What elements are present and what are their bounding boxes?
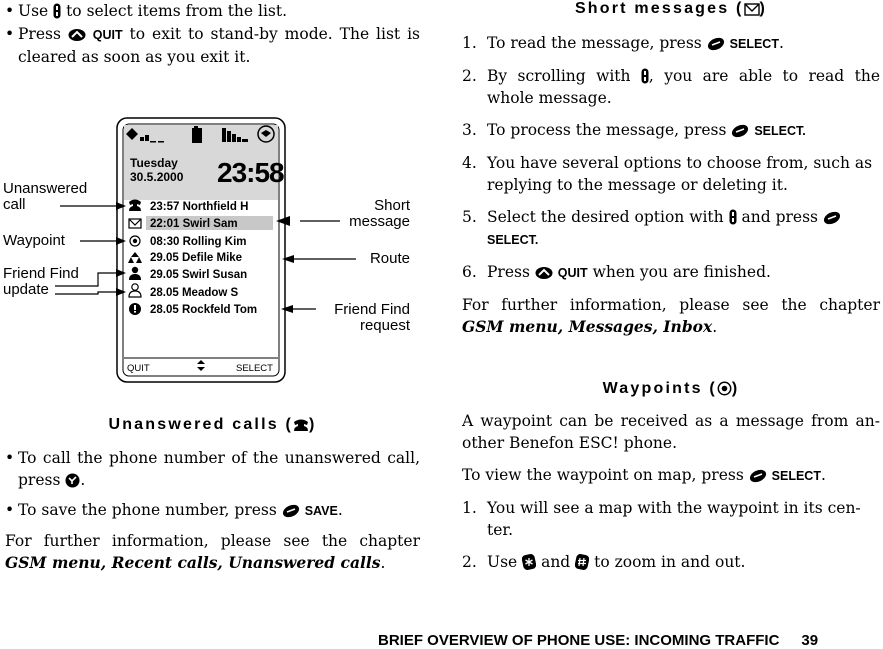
waypoint-step-2: 2. Use and to zoom in and out. <box>462 553 746 571</box>
callout-unanswered-call: Unanswered call <box>3 180 88 213</box>
waypoints-body <box>462 410 880 573</box>
softkey-quit: QUIT <box>127 363 150 374</box>
callout-friend-find-update: Friend Find update <box>3 265 79 298</box>
list-item: 29.05 Defile Mike <box>150 252 243 264</box>
section-title-short-messages: Short messages ( ) <box>574 0 768 17</box>
bullet-scroll: • Use to select items from the list. <box>5 2 288 20</box>
left-column <box>5 0 420 68</box>
short-messages-reference: For further information, please see the chapter GSM menu, Messages, Inbox. <box>462 296 880 336</box>
waypoint-view: To view the waypoint on map, press SELECT. <box>462 466 826 484</box>
list-item: 08:30 Rolling Kim <box>150 236 247 248</box>
waypoint-step-1: 1. You will see a map with the waypoint in its cen-ter. <box>462 499 861 539</box>
callout-waypoint: Waypoint <box>3 232 65 249</box>
end-key-icon <box>68 28 86 42</box>
softkey-right-icon <box>282 504 300 518</box>
scroll-key-icon <box>641 68 649 84</box>
envelope-icon <box>744 3 760 16</box>
callout-friend-find-request: Friend Find request <box>334 301 410 334</box>
step-3: 3. To process the message, press SELECT. <box>462 121 806 139</box>
step-1: 1. To read the message, press SELECT. <box>462 34 784 52</box>
bullet-call: • To call the phone number of the unanswered call, press . <box>5 449 420 489</box>
list-item: 23:57 Northfield H <box>150 201 249 213</box>
send-key-icon <box>65 473 80 488</box>
waypoint-intro: A waypoint can be received as a message from an-other Benefon ESC! phone. <box>462 412 880 452</box>
callout-short-message: Short message <box>349 197 410 230</box>
softkey-right-icon <box>823 211 841 225</box>
step-5: 5. Select the desired option with and press SELECT. <box>462 206 880 251</box>
section-title-unanswered-calls: Unanswered calls ( ) <box>108 416 317 433</box>
list-item: 22:01 Swirl Sam <box>150 218 238 230</box>
section-title-waypoints: Waypoints ( ) <box>602 380 740 397</box>
softkey-right-icon <box>731 124 749 138</box>
waypoint-icon <box>717 381 732 396</box>
list-item: 29.05 Swirl Susan <box>150 269 248 281</box>
step-4: 4. You have several options to choose from, such as replying to the message or deleting it. <box>462 154 873 194</box>
page-footer <box>378 632 818 649</box>
scroll-key-icon <box>53 3 61 19</box>
person-icon <box>132 267 138 273</box>
scroll-key-icon <box>729 209 737 225</box>
phone-icon <box>293 418 309 432</box>
end-key-icon <box>535 266 553 280</box>
hash-key-icon <box>575 554 589 570</box>
bullet-quit: • Press QUIT to exit to stand-by mode. The list is cleared as soon as you exit it. <box>5 25 420 66</box>
unanswered-calls-reference: For further information, please see the chapter GSM menu, Recent calls, Unanswered calls. <box>5 532 420 572</box>
unanswered-calls-body <box>5 447 420 574</box>
softkey-right-icon <box>707 37 725 51</box>
phone-day: Tuesday <box>130 156 178 170</box>
phone-date: 30.5.2000 <box>130 170 184 184</box>
footer-title: BRIEF OVERVIEW OF PHONE USE: INCOMING TRAFFIC <box>378 632 780 649</box>
softkey-select: SELECT <box>236 363 273 374</box>
list-item: 28.05 Meadow S <box>150 287 239 299</box>
phone-time: 23:58 <box>217 157 284 188</box>
star-key-icon <box>522 554 536 570</box>
softkey-right-icon <box>749 469 767 483</box>
short-messages-body <box>462 32 880 338</box>
callout-route: Route <box>369 250 410 267</box>
page-number: 39 <box>801 632 819 649</box>
step-2: 2. By scrolling with , you are able to read the whole message. <box>462 67 880 107</box>
list-item: 28.05 Rockfeld Tom <box>150 304 258 316</box>
step-6: 6. Press QUIT when you are finished. <box>462 263 771 281</box>
bullet-save: • To save the phone number, press SAVE. <box>5 501 343 519</box>
